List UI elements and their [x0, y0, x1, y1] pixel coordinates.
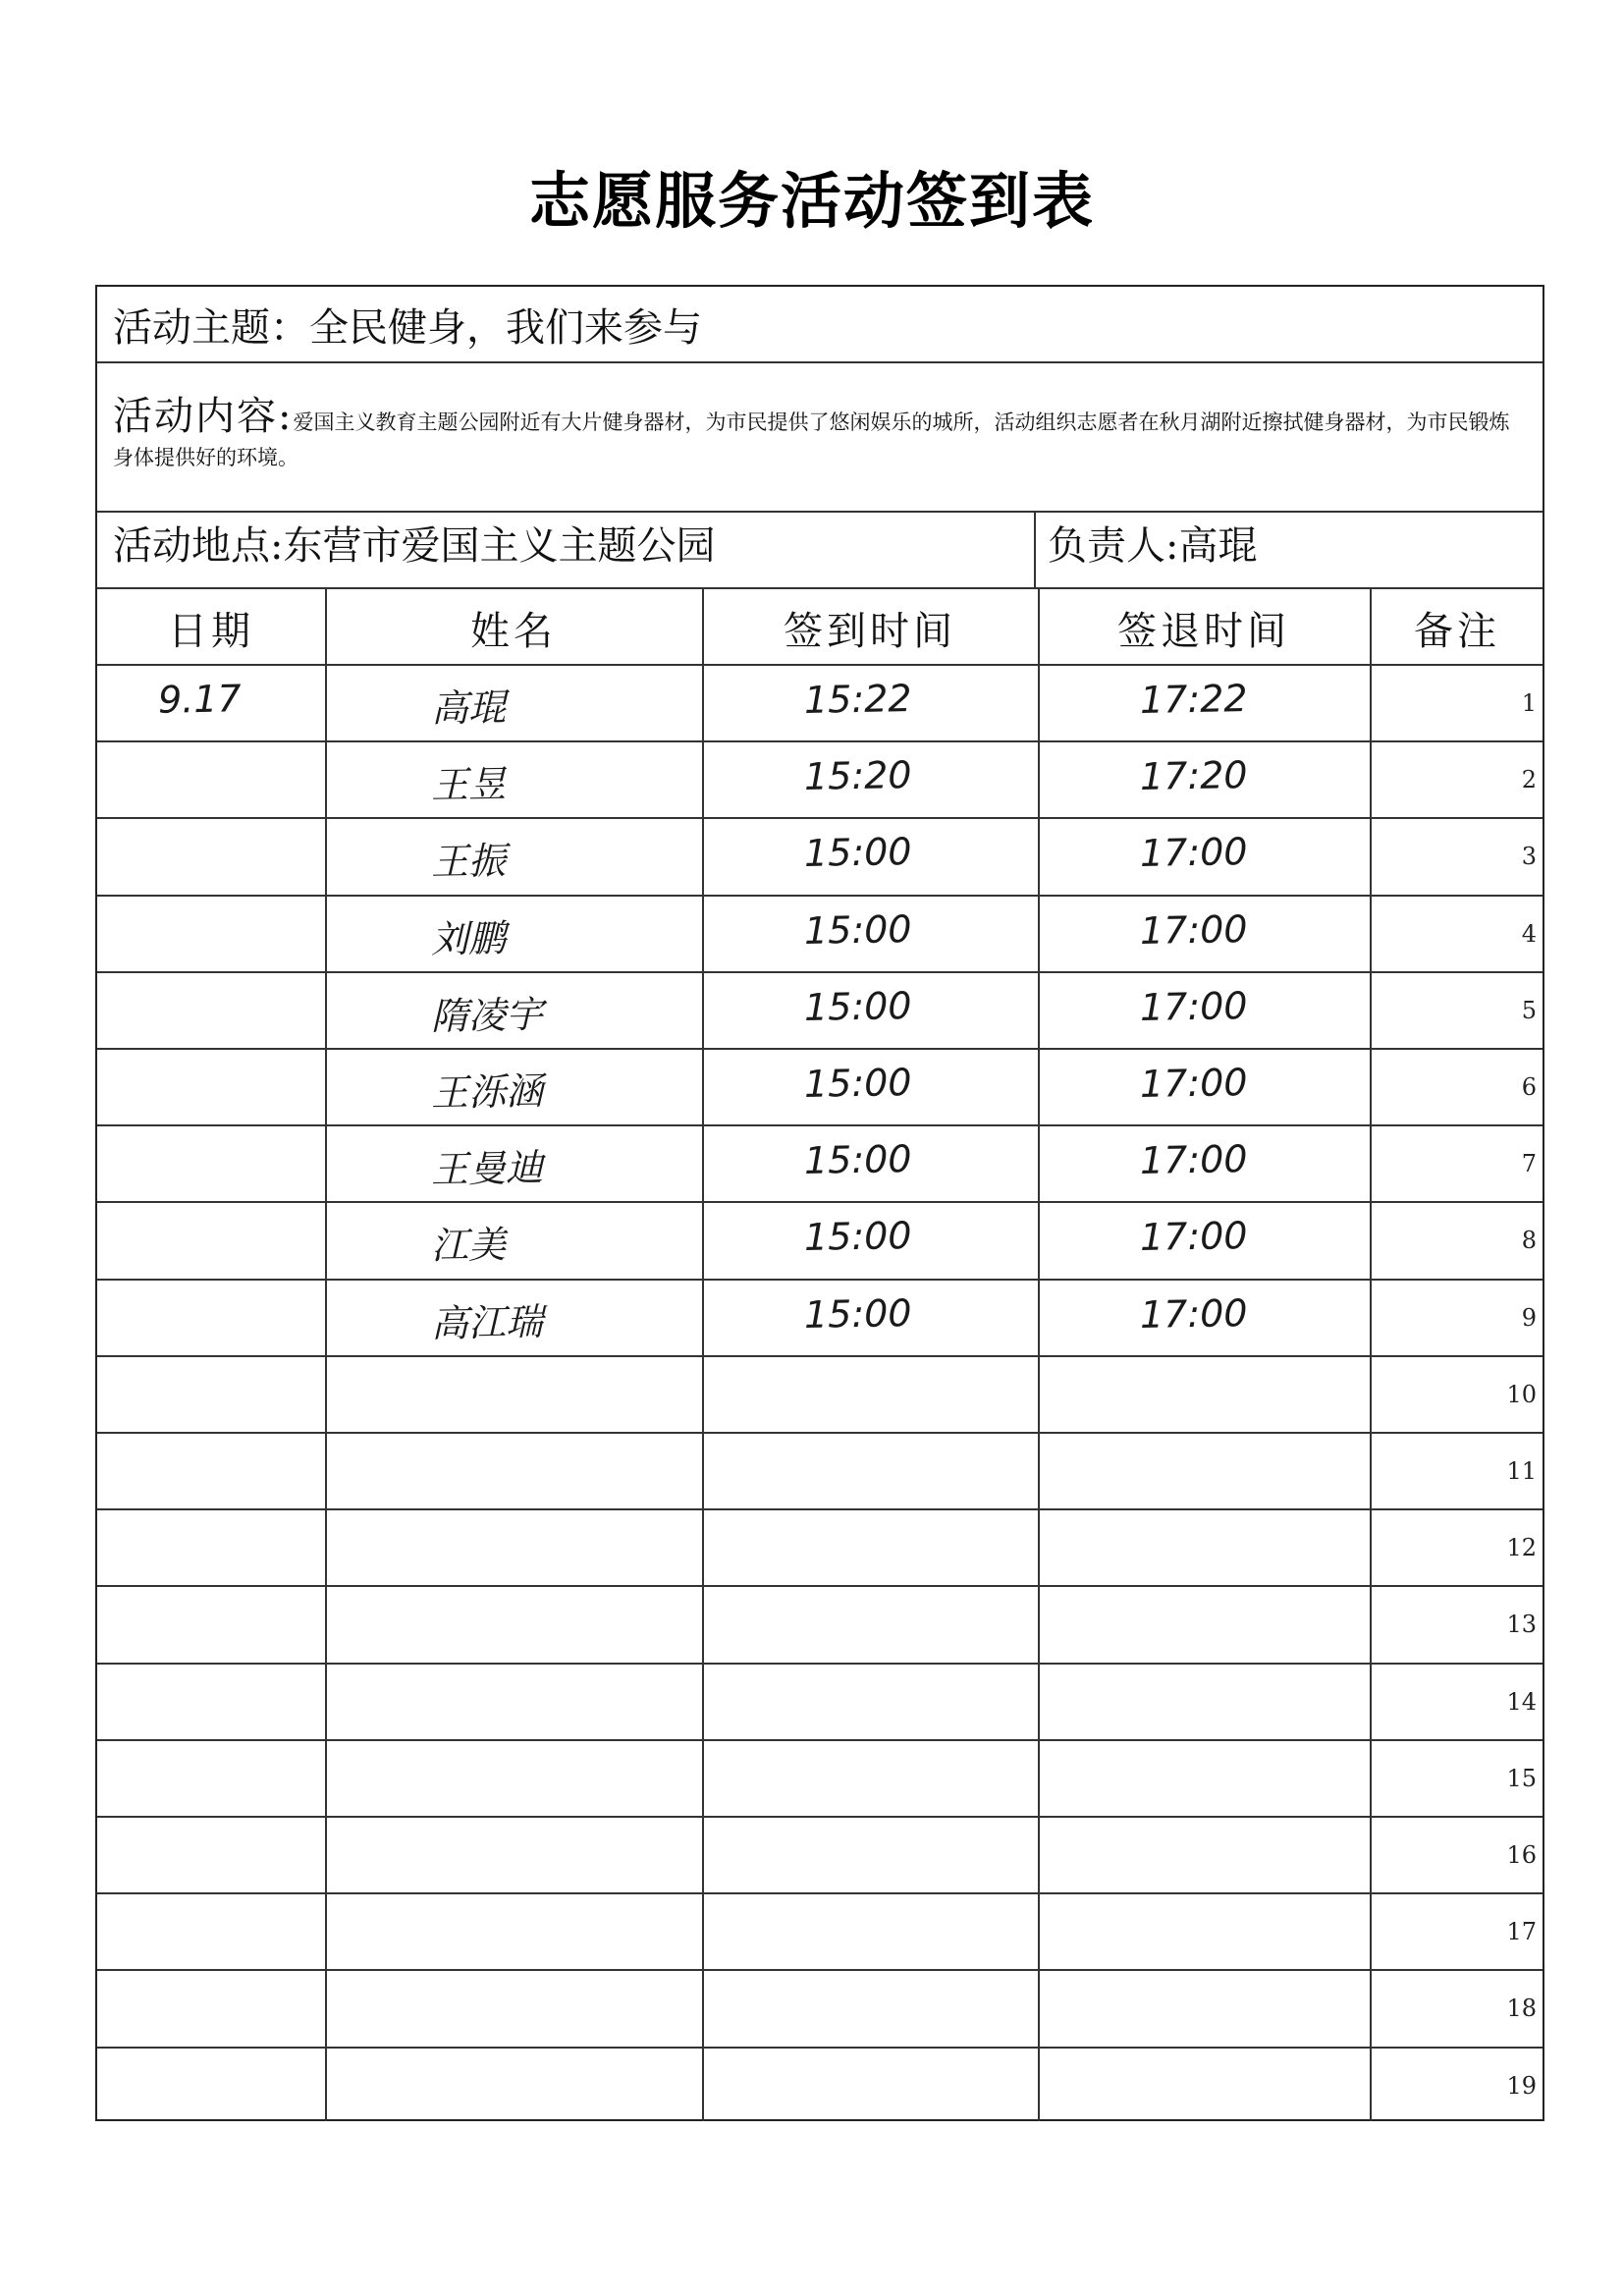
row-divider — [97, 1585, 1543, 1587]
theme-label: 活动主题： — [113, 305, 309, 351]
row-checkout: 17:00 — [1139, 1290, 1248, 1337]
row-divider — [97, 895, 1543, 897]
row-number: 8 — [1521, 1227, 1537, 1255]
row-name: 王振 — [430, 839, 507, 885]
row-number: 14 — [1506, 1687, 1537, 1716]
row-name: 江美 — [430, 1223, 507, 1269]
row-checkin: 15:00 — [803, 830, 912, 876]
row-checkin: 15:00 — [803, 1061, 912, 1106]
row-divider — [97, 740, 1543, 742]
row-checkin: 15:22 — [803, 677, 912, 722]
row-divider — [97, 1508, 1543, 1510]
row-divider — [97, 1739, 1543, 1741]
header-remark: 备注 — [1414, 608, 1500, 654]
row-number: 11 — [1506, 1457, 1537, 1485]
row-divider — [97, 1279, 1543, 1281]
header-checkin: 签到时间 — [784, 608, 956, 654]
header-name: 姓名 — [470, 608, 557, 654]
row-number: 7 — [1521, 1150, 1537, 1178]
row-checkin: 15:00 — [803, 906, 912, 953]
row-checkin: 15:20 — [803, 753, 912, 799]
row-number: 10 — [1506, 1380, 1537, 1408]
row-number: 17 — [1506, 1918, 1537, 1946]
activity-theme — [113, 297, 702, 353]
row-name: 高江瑞 — [430, 1299, 544, 1345]
row-number: 6 — [1521, 1073, 1537, 1101]
row-divider — [97, 2047, 1543, 2049]
divider — [97, 664, 1543, 666]
content-label: 活动内容: — [113, 394, 294, 439]
row-checkin: 15:00 — [803, 983, 912, 1029]
content-text: 爱国主义教育主题公园附近有大片健身器材，为市民提供了悠闲娱乐的城所，活动组织志愿者在秋月湖附近擦拭健身器材，为市民锻炼身体提供好的环境。 — [113, 410, 1510, 469]
sign-in-sheet — [95, 285, 1544, 2121]
location-value: 东营市爱国主义主题公园 — [283, 523, 716, 569]
row-checkout: 17:00 — [1139, 983, 1248, 1029]
header-date: 日期 — [168, 608, 254, 654]
row-checkout: 17:00 — [1139, 906, 1248, 953]
row-number: 12 — [1506, 1534, 1537, 1562]
row-divider — [97, 1663, 1543, 1665]
row-number: 5 — [1521, 996, 1537, 1024]
activity-leader — [1048, 515, 1257, 571]
theme-value: 全民健身，我们来参与 — [309, 305, 702, 351]
row-divider — [97, 1432, 1543, 1434]
row-divider — [97, 1969, 1543, 1971]
row-number: 19 — [1506, 2071, 1537, 2100]
row-divider — [97, 1124, 1543, 1126]
row-divider — [97, 1355, 1543, 1357]
row-checkout: 17:20 — [1139, 753, 1248, 799]
row-number: 16 — [1506, 1841, 1537, 1869]
row-divider — [97, 1892, 1543, 1894]
header-checkout: 签退时间 — [1117, 608, 1290, 654]
activity-location — [113, 515, 715, 571]
row-checkin: 15:00 — [803, 1214, 912, 1260]
row-checkout: 17:00 — [1139, 1137, 1248, 1183]
divider — [97, 361, 1543, 363]
row-name: 刘鹏 — [430, 915, 507, 961]
row-checkin: 15:00 — [803, 1290, 912, 1337]
row-checkin: 15:00 — [803, 1137, 912, 1183]
row-name: 王曼迪 — [430, 1146, 544, 1192]
row-name: 高琨 — [430, 685, 507, 731]
row-name: 隋凌宇 — [430, 992, 544, 1038]
row-number: 18 — [1506, 1995, 1537, 2023]
row-checkout: 17:00 — [1139, 1061, 1248, 1106]
location-label: 活动地点: — [113, 523, 284, 569]
row-number: 9 — [1521, 1303, 1537, 1332]
row-divider — [97, 1816, 1543, 1818]
activity-content — [113, 385, 1527, 474]
row-divider — [97, 1048, 1543, 1050]
row-number: 15 — [1506, 1764, 1537, 1792]
divider — [97, 511, 1543, 513]
row-date: 9.17 — [157, 677, 242, 722]
row-number: 1 — [1521, 689, 1537, 717]
row-name: 王泺涵 — [430, 1069, 544, 1115]
row-name: 王昱 — [430, 762, 507, 807]
row-number: 4 — [1521, 919, 1537, 948]
row-checkout: 17:00 — [1139, 1214, 1248, 1260]
row-number: 13 — [1506, 1611, 1537, 1639]
row-checkout: 17:22 — [1139, 677, 1248, 722]
row-divider — [97, 1201, 1543, 1203]
row-divider — [97, 817, 1543, 819]
row-checkout: 17:00 — [1139, 830, 1248, 876]
row-number: 2 — [1521, 766, 1537, 794]
leader-value: 高琨 — [1178, 523, 1258, 569]
page-title: 志愿服务活动签到表 — [528, 165, 1095, 237]
leader-label: 负责人: — [1048, 523, 1179, 569]
row-number: 3 — [1521, 843, 1537, 871]
divider — [1034, 511, 1036, 587]
row-divider — [97, 971, 1543, 973]
